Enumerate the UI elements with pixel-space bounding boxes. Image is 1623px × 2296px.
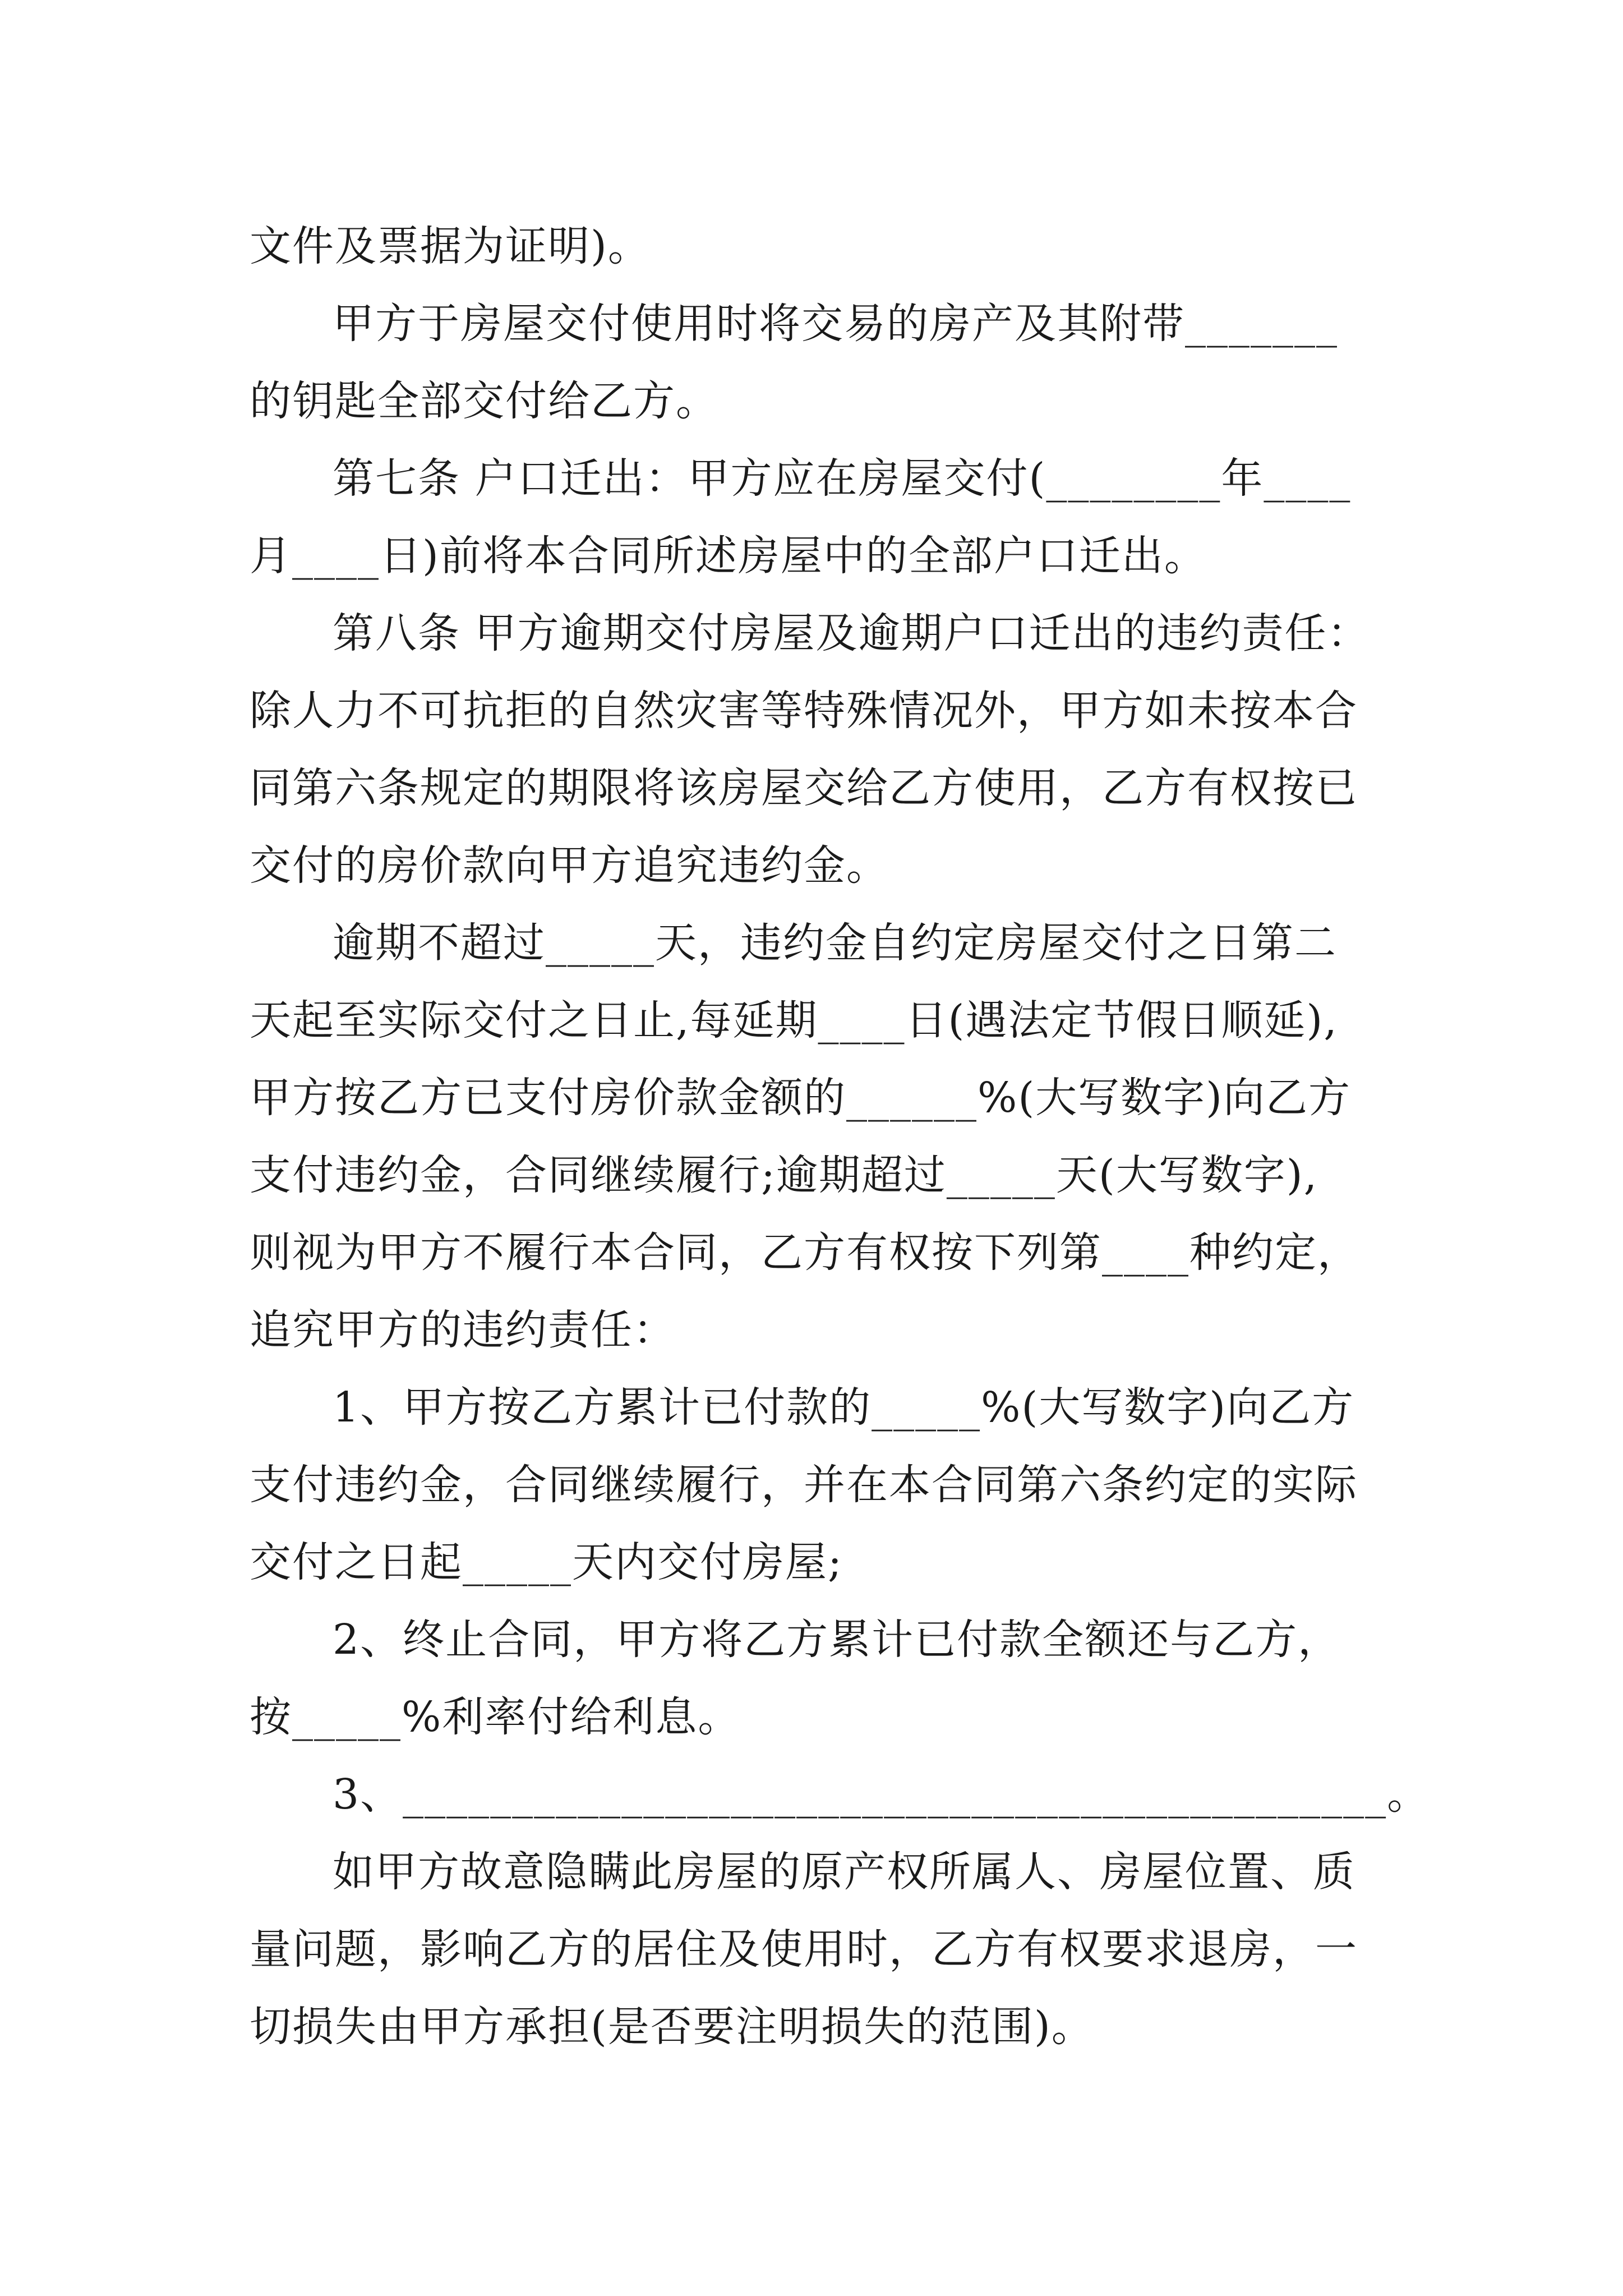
text-line: 逾期不超过_____天，违约金自约定房屋交付之日第二 bbox=[333, 919, 1337, 967]
text-line: 甲方于房屋交付使用时将交易的房产及其附带_______ bbox=[333, 300, 1338, 348]
text-line: 如甲方故意隐瞒此房屋的原产权所属人、房屋位置、质 bbox=[333, 1848, 1355, 1896]
text-line: 交付的房价款向甲方追究违约金。 bbox=[250, 841, 889, 890]
text-line: 切损失由甲方承担(是否要注明损失的范围)。 bbox=[250, 2003, 1094, 2051]
text-line: 除人力不可抗拒的自然灾害等特殊情况外，甲方如未按本合 bbox=[250, 687, 1358, 735]
text-line: 1、甲方按乙方累计已付款的_____%(大写数字)向乙方 bbox=[333, 1383, 1355, 1432]
text-line: 的钥匙全部交付给乙方。 bbox=[250, 377, 718, 425]
text-line: 2、终止合同，甲方将乙方累计已付款全额还与乙方， bbox=[333, 1616, 1341, 1664]
text-line: 则视为甲方不履行本合同，乙方有权按下列第____种约定， bbox=[250, 1228, 1360, 1277]
text-line: 天起至实际交付之日止,每延期____日(遇法定节假日顺延), bbox=[250, 996, 1338, 1045]
document-body bbox=[250, 208, 1430, 2065]
text-line: 月____日)前将本合同所述房屋中的全部户口迁出。 bbox=[250, 532, 1207, 580]
text-line: 文件及票据为证明)。 bbox=[250, 222, 651, 270]
text-line: 交付之日起_____天内交付房屋; bbox=[250, 1538, 843, 1586]
text-line: 第八条 甲方逾期交付房屋及逾期户口迁出的违约责任： bbox=[333, 609, 1370, 657]
text-line: 按_____%利率付给利息。 bbox=[250, 1693, 741, 1741]
text-line: 追究甲方的违约责任： bbox=[250, 1306, 676, 1354]
text-line: 同第六条规定的期限将该房屋交给乙方使用，乙方有权按已 bbox=[250, 764, 1358, 812]
text-line: 3、_____________________________________________。 bbox=[333, 1770, 1430, 1819]
text-line: 量问题，影响乙方的居住及使用时，乙方有权要求退房，一 bbox=[250, 1925, 1358, 1973]
text-line: 甲方按乙方已支付房价款金额的______%(大写数字)向乙方 bbox=[250, 1074, 1352, 1122]
text-line: 支付违约金，合同继续履行，并在本合同第六条约定的实际 bbox=[250, 1461, 1358, 1509]
text-line: 支付违约金，合同继续履行;逾期超过_____天(大写数字), bbox=[250, 1151, 1318, 1199]
text-line: 第七条 户口迁出：甲方应在房屋交付(________年____ bbox=[333, 454, 1352, 503]
